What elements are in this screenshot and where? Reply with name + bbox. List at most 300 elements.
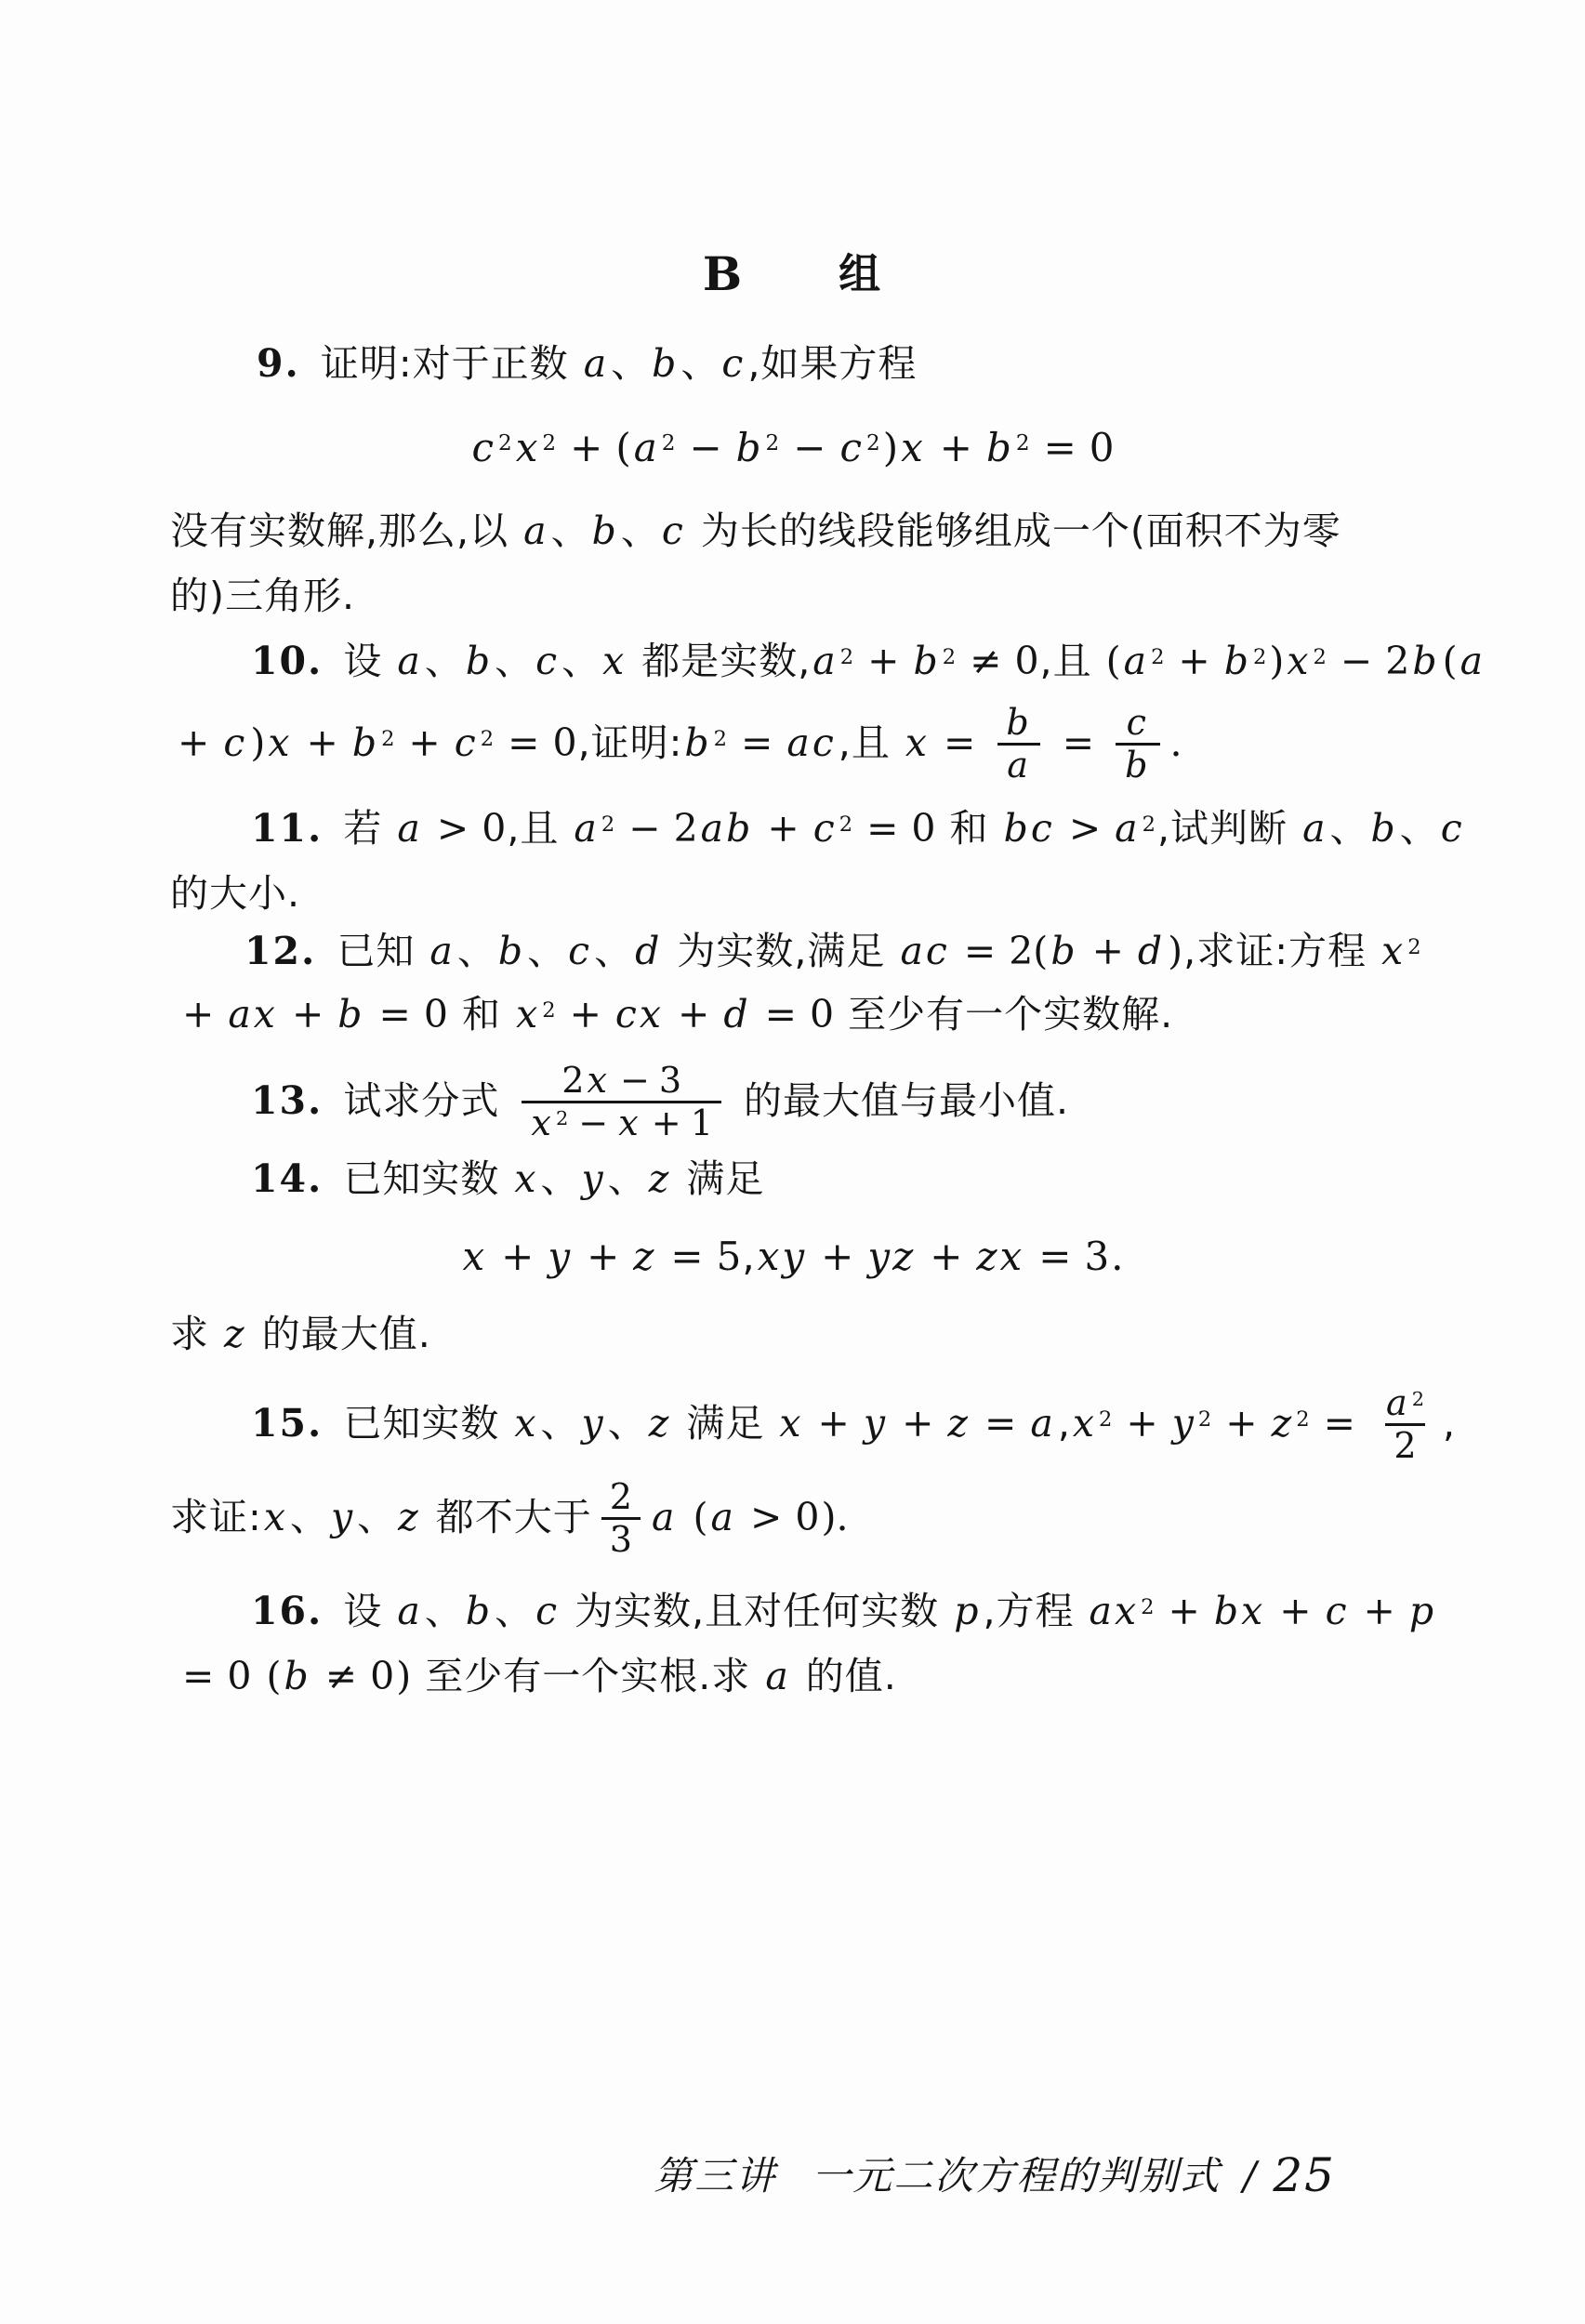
- cjk-text: 求: [170, 1312, 223, 1356]
- math-operator: −: [1340, 639, 1373, 683]
- math-variable: c: [661, 508, 686, 553]
- math-variable: b: [652, 341, 680, 386]
- footer-chapter-label: 第三讲: [654, 2152, 777, 2199]
- cjk-text: ,求证:方程: [1183, 929, 1380, 973]
- cjk-text: 、: [607, 1156, 647, 1201]
- math-superscript: 2: [601, 812, 615, 837]
- math-variable: $x^2$: [515, 425, 557, 470]
- math-variable: $a^2$: [1123, 639, 1165, 683]
- math-variable: c: [535, 1589, 561, 1633]
- cjk-text: 、: [456, 929, 496, 973]
- math-roman: ): [396, 1654, 412, 1698]
- math-operator: ≠: [970, 639, 1002, 683]
- fraction-numerator: [553, 1061, 690, 1100]
- cjk-text: 都不大于: [422, 1495, 592, 1540]
- math-variable: b: [337, 992, 365, 1037]
- math-variable: $b^2$: [735, 425, 780, 470]
- math-variable: c: [1440, 806, 1465, 851]
- math-operator: =: [944, 720, 976, 766]
- cjk-text: 、: [607, 1401, 647, 1446]
- math-variable: ac: [900, 929, 950, 973]
- math-roman: 5: [716, 1234, 742, 1279]
- math-variable: x: [901, 425, 926, 470]
- math-roman: 2: [1393, 1424, 1417, 1466]
- math-variable: a: [652, 1495, 678, 1540]
- cjk-text: 、: [495, 639, 535, 683]
- cjk-text: 、: [540, 1401, 580, 1446]
- math-fraction: [522, 1061, 721, 1142]
- footer-separator: /: [1243, 2152, 1259, 2199]
- cjk-text: 、: [561, 639, 601, 683]
- math-fraction: [997, 703, 1040, 784]
- cjk-text: 、: [1329, 806, 1369, 851]
- problem-12-line-2: [170, 993, 1173, 1037]
- cjk-text: 为实数,且对任何实数: [561, 1589, 953, 1633]
- problem-number: 11.: [251, 806, 324, 851]
- problem-9-equation: [0, 426, 1585, 470]
- math-roman: (: [615, 425, 631, 470]
- cjk-text: [252, 1655, 265, 1698]
- math-variable: c: [535, 639, 561, 683]
- fraction-numerator: [1117, 703, 1158, 742]
- problem-10-line-2: [165, 703, 1183, 785]
- problem-number: 14.: [251, 1156, 324, 1201]
- cjk-text: 为长的线段能够组成一个(面积不为零: [687, 508, 1341, 553]
- math-variable: $x^2$: [516, 992, 556, 1037]
- math-superscript: 2: [381, 727, 395, 752]
- cjk-text: [680, 1496, 693, 1539]
- cjk-text: ,且: [838, 720, 904, 766]
- math-operator: =: [1323, 1401, 1355, 1446]
- math-variable: b: [1370, 806, 1398, 851]
- problem-16-line-1: [251, 1590, 1438, 1633]
- math-operator: +: [1279, 1589, 1312, 1633]
- math-operator: −: [793, 425, 826, 470]
- math-roman: 1: [690, 1102, 713, 1143]
- math-superscript: 2: [942, 644, 957, 669]
- cjk-text: 都是实数,: [628, 639, 812, 683]
- math-variable: $a^2$: [574, 806, 615, 851]
- math-superscript: 2: [542, 431, 557, 456]
- cjk-text: 、: [680, 341, 720, 386]
- math-variable: b: [1125, 744, 1151, 786]
- cjk-text: 若: [330, 806, 396, 851]
- math-superscript: 2: [865, 431, 880, 456]
- math-variable: $c^2$: [471, 425, 512, 470]
- math-fraction: [601, 1477, 641, 1558]
- cjk-text: 的最大值.: [248, 1312, 431, 1356]
- math-roman: 0: [809, 992, 835, 1037]
- math-superscript: 2: [1197, 1407, 1212, 1433]
- math-roman: 0: [482, 806, 507, 851]
- math-operator: =: [984, 1401, 1017, 1446]
- math-variable: a: [583, 341, 610, 386]
- problem-number: 13.: [251, 1078, 324, 1124]
- math-variable: $c^2$: [812, 806, 853, 851]
- math-variable: $x^2$: [1072, 1401, 1113, 1446]
- math-variable: z: [398, 1495, 421, 1540]
- math-operator: +: [939, 425, 972, 470]
- page-footer: [654, 2149, 1336, 2203]
- math-superscript: 2: [1313, 644, 1327, 669]
- math-operator: +: [408, 720, 441, 766]
- cjk-text: 至少有一个实数解.: [835, 992, 1174, 1037]
- math-roman: 0: [1089, 425, 1115, 470]
- math-operator: +: [767, 806, 799, 851]
- math-variable: c: [223, 720, 248, 766]
- problem-number: 10.: [251, 639, 324, 683]
- footer-page-number: 25: [1273, 2148, 1336, 2202]
- math-variable: $c^2$: [839, 425, 880, 470]
- cjk-text: 、: [1399, 806, 1439, 851]
- math-variable: z: [648, 1156, 672, 1201]
- math-roman: 3: [658, 1060, 682, 1102]
- math-operator: −: [628, 806, 661, 851]
- math-roman: .: [1169, 720, 1182, 766]
- cjk-text: 、: [550, 508, 590, 553]
- cjk-text: 、: [357, 1495, 397, 1540]
- cjk-text: 和: [936, 806, 1002, 851]
- math-variable: $x^2$: [531, 1102, 569, 1143]
- problem-15-line-2: [170, 1474, 849, 1562]
- math-operator: +: [1363, 1589, 1395, 1633]
- math-variable: z: [633, 1234, 657, 1279]
- math-variable: a: [397, 806, 423, 851]
- math-variable: bx: [1213, 1589, 1266, 1633]
- math-operator: ≠: [324, 1654, 358, 1698]
- math-roman: 3: [609, 1518, 633, 1560]
- math-superscript: 2: [1142, 812, 1156, 837]
- math-variable: $x^2$: [1381, 929, 1421, 973]
- math-variable: $ax^2$: [1089, 1589, 1155, 1633]
- math-variable: ab: [700, 806, 754, 851]
- math-operator: +: [930, 1234, 963, 1279]
- math-operator: >: [750, 1495, 783, 1540]
- math-variable: $b^2$: [985, 425, 1030, 470]
- fraction-denominator: [522, 1101, 721, 1142]
- fraction-denominator: [997, 743, 1040, 785]
- cjk-text: 至少有一个实根.求: [412, 1654, 764, 1698]
- math-superscript: 2: [498, 431, 512, 456]
- math-roman: ): [1269, 639, 1285, 683]
- cjk-text: ,如果方程: [747, 341, 918, 386]
- math-operator: +: [1168, 1589, 1200, 1633]
- math-roman: ).: [821, 1495, 849, 1540]
- cjk-text: ,: [1057, 1401, 1071, 1446]
- math-variable: $b^2$: [351, 720, 395, 766]
- math-variable: b: [1412, 639, 1440, 683]
- cjk-text: 证明:对于正数: [307, 341, 582, 386]
- footer-section-title: 一元二次方程的判别式: [812, 2152, 1222, 2199]
- math-operator: >: [436, 806, 469, 851]
- math-variable: x: [462, 1234, 488, 1279]
- math-variable: cx: [614, 992, 665, 1037]
- math-operator: =: [1062, 720, 1095, 766]
- cjk-text: 、: [424, 639, 464, 683]
- math-superscript: 2: [555, 1107, 569, 1130]
- math-superscript: 2: [765, 431, 780, 456]
- math-variable: $c^2$: [454, 720, 495, 766]
- math-superscript: 2: [480, 727, 495, 752]
- math-variable: b: [284, 1654, 311, 1698]
- math-roman: 2: [609, 1476, 633, 1518]
- cjk-text: 试求分式: [330, 1078, 513, 1124]
- math-roman: 3: [1084, 1234, 1110, 1279]
- math-operator: =: [508, 720, 540, 766]
- cjk-text: 设: [330, 639, 396, 683]
- math-roman: (: [1105, 639, 1121, 683]
- math-variable: a: [765, 1654, 791, 1698]
- math-variable: a: [710, 1495, 736, 1540]
- math-variable: x: [514, 1156, 539, 1201]
- math-operator: +: [821, 1234, 854, 1279]
- math-variable: ax: [228, 992, 278, 1037]
- problem-16-line-2: [170, 1655, 897, 1698]
- cjk-text: 的大小.: [170, 871, 301, 916]
- cjk-text: 的最大值与最小值.: [730, 1078, 1070, 1124]
- cjk-text: 、: [289, 1495, 329, 1540]
- math-variable: a: [1007, 744, 1031, 786]
- math-variable: x: [268, 720, 293, 766]
- math-operator: −: [619, 1060, 650, 1102]
- cjk-text: ,方程: [983, 1589, 1088, 1633]
- math-roman: 0: [552, 720, 577, 766]
- math-variable: c: [721, 341, 746, 386]
- math-variable: x: [905, 720, 930, 766]
- math-variable: a: [397, 1589, 423, 1633]
- math-variable: x: [618, 1102, 641, 1143]
- math-variable: y: [581, 1156, 606, 1201]
- math-variable: a: [1302, 806, 1328, 851]
- problem-10-line-1: [251, 640, 1487, 683]
- math-variable: a: [429, 929, 456, 973]
- math-variable: $b^2$: [1223, 639, 1267, 683]
- math-operator: =: [764, 992, 797, 1037]
- math-roman: 2(: [1009, 929, 1049, 973]
- math-variable: x: [587, 1060, 610, 1102]
- math-operator: +: [867, 639, 900, 683]
- math-operator: =: [182, 1654, 215, 1698]
- math-operator: =: [670, 1234, 704, 1279]
- math-variable: $a^2$: [812, 639, 854, 683]
- cjk-text: 满足: [673, 1401, 778, 1446]
- math-roman: ): [882, 425, 899, 470]
- math-variable: y: [548, 1234, 574, 1279]
- math-roman: (: [266, 1654, 282, 1698]
- math-operator: +: [1091, 929, 1124, 973]
- math-operator: +: [291, 992, 324, 1037]
- math-operator: −: [689, 425, 722, 470]
- problem-9-line-3: [170, 574, 355, 618]
- problem-14-line-1: [251, 1157, 764, 1201]
- cjk-text: ,且: [507, 806, 573, 851]
- math-variable: x: [779, 1401, 804, 1446]
- problem-number: 16.: [251, 1589, 324, 1633]
- math-variable: b: [465, 639, 494, 683]
- math-variable: x: [514, 1401, 539, 1446]
- math-variable: c: [1325, 1589, 1350, 1633]
- math-variable: z: [224, 1312, 247, 1356]
- math-operator: >: [1068, 806, 1102, 851]
- problem-11-line-2: [170, 872, 300, 916]
- cjk-text: 、: [620, 508, 660, 553]
- math-variable: $z^2$: [1271, 1401, 1310, 1446]
- problem-11-line-1: [251, 807, 1467, 851]
- math-superscript: 2: [713, 727, 728, 752]
- math-variable: d: [723, 992, 751, 1037]
- math-operator: =: [1038, 1234, 1072, 1279]
- cjk-text: ,证明:: [577, 720, 683, 766]
- math-operator: =: [1043, 425, 1076, 470]
- math-operator: =: [866, 806, 899, 851]
- fraction-denominator: [1116, 743, 1159, 785]
- math-operator: +: [306, 720, 338, 766]
- cjk-text: 的值.: [792, 1654, 897, 1698]
- math-roman: 0: [1014, 639, 1039, 683]
- cjk-text: 、: [540, 1156, 580, 1201]
- cjk-text: 为实数,满足: [664, 929, 899, 973]
- math-superscript: 2: [1296, 1407, 1310, 1433]
- math-roman: (: [693, 1495, 708, 1540]
- math-variable: a: [1460, 639, 1486, 683]
- section-title-letter: B: [702, 246, 743, 301]
- math-variable: x: [602, 639, 627, 683]
- cjk-text: 已知实数: [330, 1401, 513, 1446]
- math-variable: $x^2$: [1287, 639, 1327, 683]
- math-roman: (: [1442, 639, 1458, 683]
- math-variable: z: [947, 1401, 971, 1446]
- math-roman: ): [250, 720, 266, 766]
- math-operator: +: [182, 992, 215, 1037]
- cjk-text: 和: [449, 992, 515, 1037]
- math-operator: +: [1126, 1401, 1158, 1446]
- problem-number: 15.: [251, 1401, 324, 1446]
- cjk-text: 求证:: [170, 1495, 262, 1540]
- section-title: [0, 247, 1585, 301]
- math-superscript: 2: [661, 431, 676, 456]
- math-operator: +: [817, 1401, 850, 1446]
- math-operator: +: [501, 1234, 535, 1279]
- math-operator: −: [578, 1102, 609, 1143]
- math-variable: $b^2$: [913, 639, 957, 683]
- math-roman: 0: [227, 1654, 252, 1698]
- math-operator: =: [741, 720, 773, 766]
- math-roman: 0: [370, 1654, 395, 1698]
- math-operator: =: [378, 992, 411, 1037]
- problem-14-line-2: [170, 1313, 431, 1356]
- math-superscript: 2: [1015, 431, 1030, 456]
- fraction-denominator: [1385, 1423, 1424, 1465]
- math-operator: +: [1225, 1401, 1258, 1446]
- problem-15-line-1: [251, 1380, 1456, 1468]
- math-operator: +: [569, 992, 601, 1037]
- math-superscript: 2: [542, 997, 556, 1023]
- math-variable: x: [263, 1495, 288, 1540]
- math-operator: =: [963, 929, 997, 973]
- cjk-text: 已知: [324, 929, 429, 973]
- math-variable: b: [465, 1589, 494, 1633]
- math-variable: y: [863, 1401, 889, 1446]
- math-variable: $a^2$: [1385, 1382, 1425, 1424]
- math-variable: $b^2$: [684, 720, 728, 766]
- cjk-text: 满足: [673, 1156, 765, 1201]
- fraction-numerator: [601, 1477, 641, 1516]
- cjk-text: 、: [527, 929, 567, 973]
- math-superscript: 2: [839, 812, 853, 837]
- math-variable: bc: [1003, 806, 1055, 851]
- math-fraction: [1377, 1383, 1433, 1464]
- fraction-numerator: [1377, 1383, 1433, 1422]
- cjk-text: 已知实数: [330, 1156, 513, 1201]
- cjk-text: ,试判断: [1156, 806, 1301, 851]
- math-superscript: 2: [1407, 934, 1421, 959]
- math-variable: d: [635, 929, 663, 973]
- math-superscript: 2: [1151, 644, 1165, 669]
- math-variable: c: [1126, 702, 1149, 744]
- math-variable: a: [523, 508, 549, 553]
- math-operator: +: [178, 720, 210, 766]
- math-variable: c: [568, 929, 593, 973]
- math-variable: yz: [867, 1234, 917, 1279]
- math-superscript: 2: [839, 644, 854, 669]
- cjk-text: ,: [742, 1234, 756, 1279]
- math-variable: y: [581, 1401, 606, 1446]
- math-roman: 0: [423, 992, 448, 1037]
- math-superscript: 2: [1141, 1594, 1155, 1619]
- math-variable: a: [397, 639, 423, 683]
- math-operator: +: [570, 425, 603, 470]
- math-variable: p: [1408, 1589, 1437, 1633]
- math-superscript: 2: [1411, 1387, 1425, 1410]
- math-variable: a: [1030, 1401, 1056, 1446]
- problem-13-line-1: [251, 1058, 1069, 1145]
- math-variable: ac: [786, 720, 837, 766]
- fraction-numerator: [997, 703, 1040, 742]
- math-operator: +: [587, 1234, 620, 1279]
- problem-14-equation: [0, 1235, 1585, 1279]
- math-variable: $a^2$: [1115, 806, 1156, 851]
- math-operator: +: [651, 1102, 681, 1143]
- math-variable: xy: [757, 1234, 808, 1279]
- cjk-text: ,: [1443, 1401, 1457, 1446]
- math-variable: b: [497, 929, 526, 973]
- cjk-text: 、: [594, 929, 634, 973]
- math-roman: ): [1168, 929, 1183, 973]
- math-fraction: [1116, 703, 1159, 784]
- problem-12-line-1: [244, 930, 1423, 973]
- math-variable: z: [648, 1401, 672, 1446]
- section-title-char: 组: [839, 248, 883, 298]
- math-roman: 0: [795, 1495, 820, 1540]
- math-operator: +: [902, 1401, 934, 1446]
- math-variable: $a^2$: [633, 425, 676, 470]
- math-variable: d: [1137, 929, 1166, 973]
- cjk-text: ,且: [1039, 639, 1105, 683]
- math-operator: +: [1178, 639, 1210, 683]
- fraction-denominator: [601, 1517, 641, 1559]
- cjk-text: 没有实数解,那么,以: [170, 508, 522, 553]
- cjk-text: 、: [495, 1589, 535, 1633]
- math-variable: $y^2$: [1171, 1401, 1212, 1446]
- problem-number: 9.: [257, 341, 300, 386]
- math-variable: b: [1006, 702, 1032, 744]
- math-variable: b: [591, 508, 619, 553]
- math-roman: 2: [561, 1060, 585, 1102]
- cjk-text: 的)三角形.: [170, 574, 356, 618]
- math-variable: p: [954, 1589, 982, 1633]
- problem-9-line-2: [170, 509, 1341, 553]
- math-superscript: 2: [1253, 644, 1267, 669]
